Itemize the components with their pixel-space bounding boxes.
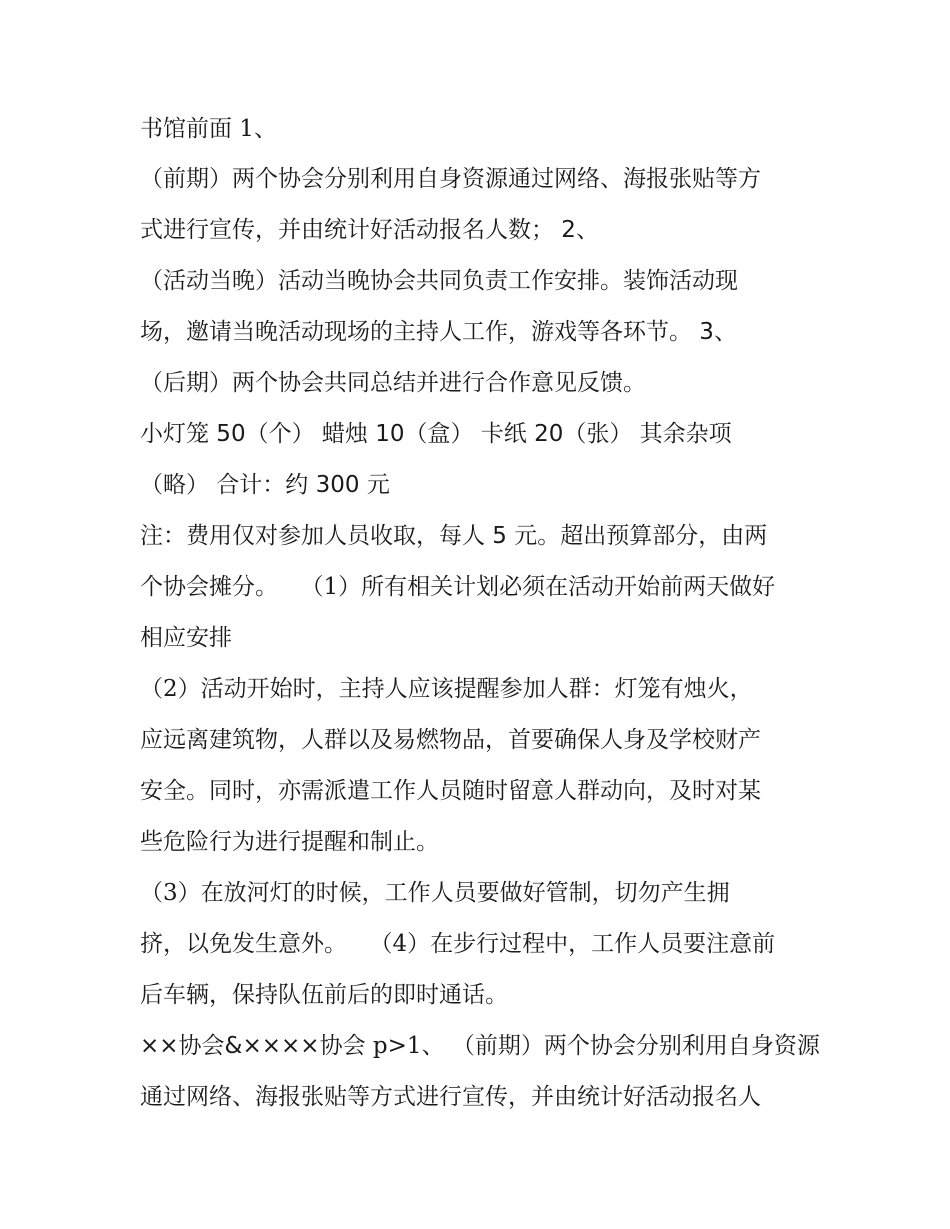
text-line-19	[140, 1031, 820, 1061]
text-line-12: （2）活动开始时，主持人应该提醒参加人群：灯笼有烛火，	[140, 676, 753, 702]
text-line-9: 注：费用仅对参加人员收取，每人 5 元。超出预算部分，由两	[140, 523, 768, 549]
text-line-8: （略） 合计：约 300 元	[140, 472, 390, 498]
text-line-15: 些危险行为进行提醒和制止。	[140, 829, 439, 855]
text-line-2: （前期）两个协会分别利用自身资源通过网络、海报张贴等方	[140, 166, 761, 192]
text-line-1: 书馆前面 1、	[140, 116, 277, 142]
text-line-20: 通过网络、海报张贴等方式进行宣传，并由统计好活动报名人	[140, 1084, 761, 1110]
text-line-17-part-a: 挤，以免发生意外。	[140, 931, 347, 957]
text-line-10	[140, 572, 775, 602]
text-line-5: 场，邀请当晚活动现场的主持人工作，游戏等各环节。 3、	[140, 319, 737, 345]
text-line-19-part-a: ××协会&××××协会	[140, 1033, 366, 1059]
text-line-18: 后车辆，保持队伍前后的即时通话。	[140, 982, 508, 1008]
text-line-7: 小灯笼 50（个） 蜡烛 10（盒） 卡纸 20（张） 其余杂项	[140, 421, 732, 447]
text-line-10-part-b: （1）所有相关计划必须在活动开始前两天做好	[312, 574, 776, 600]
text-line-3: 式进行宣传，并由统计好活动报名人数； 2、	[140, 217, 599, 243]
text-line-16: （3）在放河灯的时候，工作人员要做好管制，切勿产生拥	[140, 880, 730, 906]
text-line-10-part-a: 个协会摊分。	[140, 574, 278, 600]
text-line-13: 应远离建筑物，人群以及易燃物品，首要确保人身及学校财产	[140, 727, 761, 753]
text-line-14: 安全。同时，亦需派遣工作人员随时留意人群动向，及时对某	[140, 778, 761, 804]
text-line-17	[140, 929, 775, 959]
text-line-6: （后期）两个协会共同总结并进行合作意见反馈。	[140, 370, 646, 396]
text-line-11: 相应安排	[140, 625, 232, 651]
text-line-4: （活动当晚）活动当晚协会共同负责工作安排。装饰活动现	[140, 268, 738, 294]
text-line-19-part-b: p>1、 （前期）两个协会分别利用自身资源	[365, 1033, 820, 1059]
text-line-17-part-b: （4）在步行过程中，工作人员要注意前	[381, 931, 776, 957]
